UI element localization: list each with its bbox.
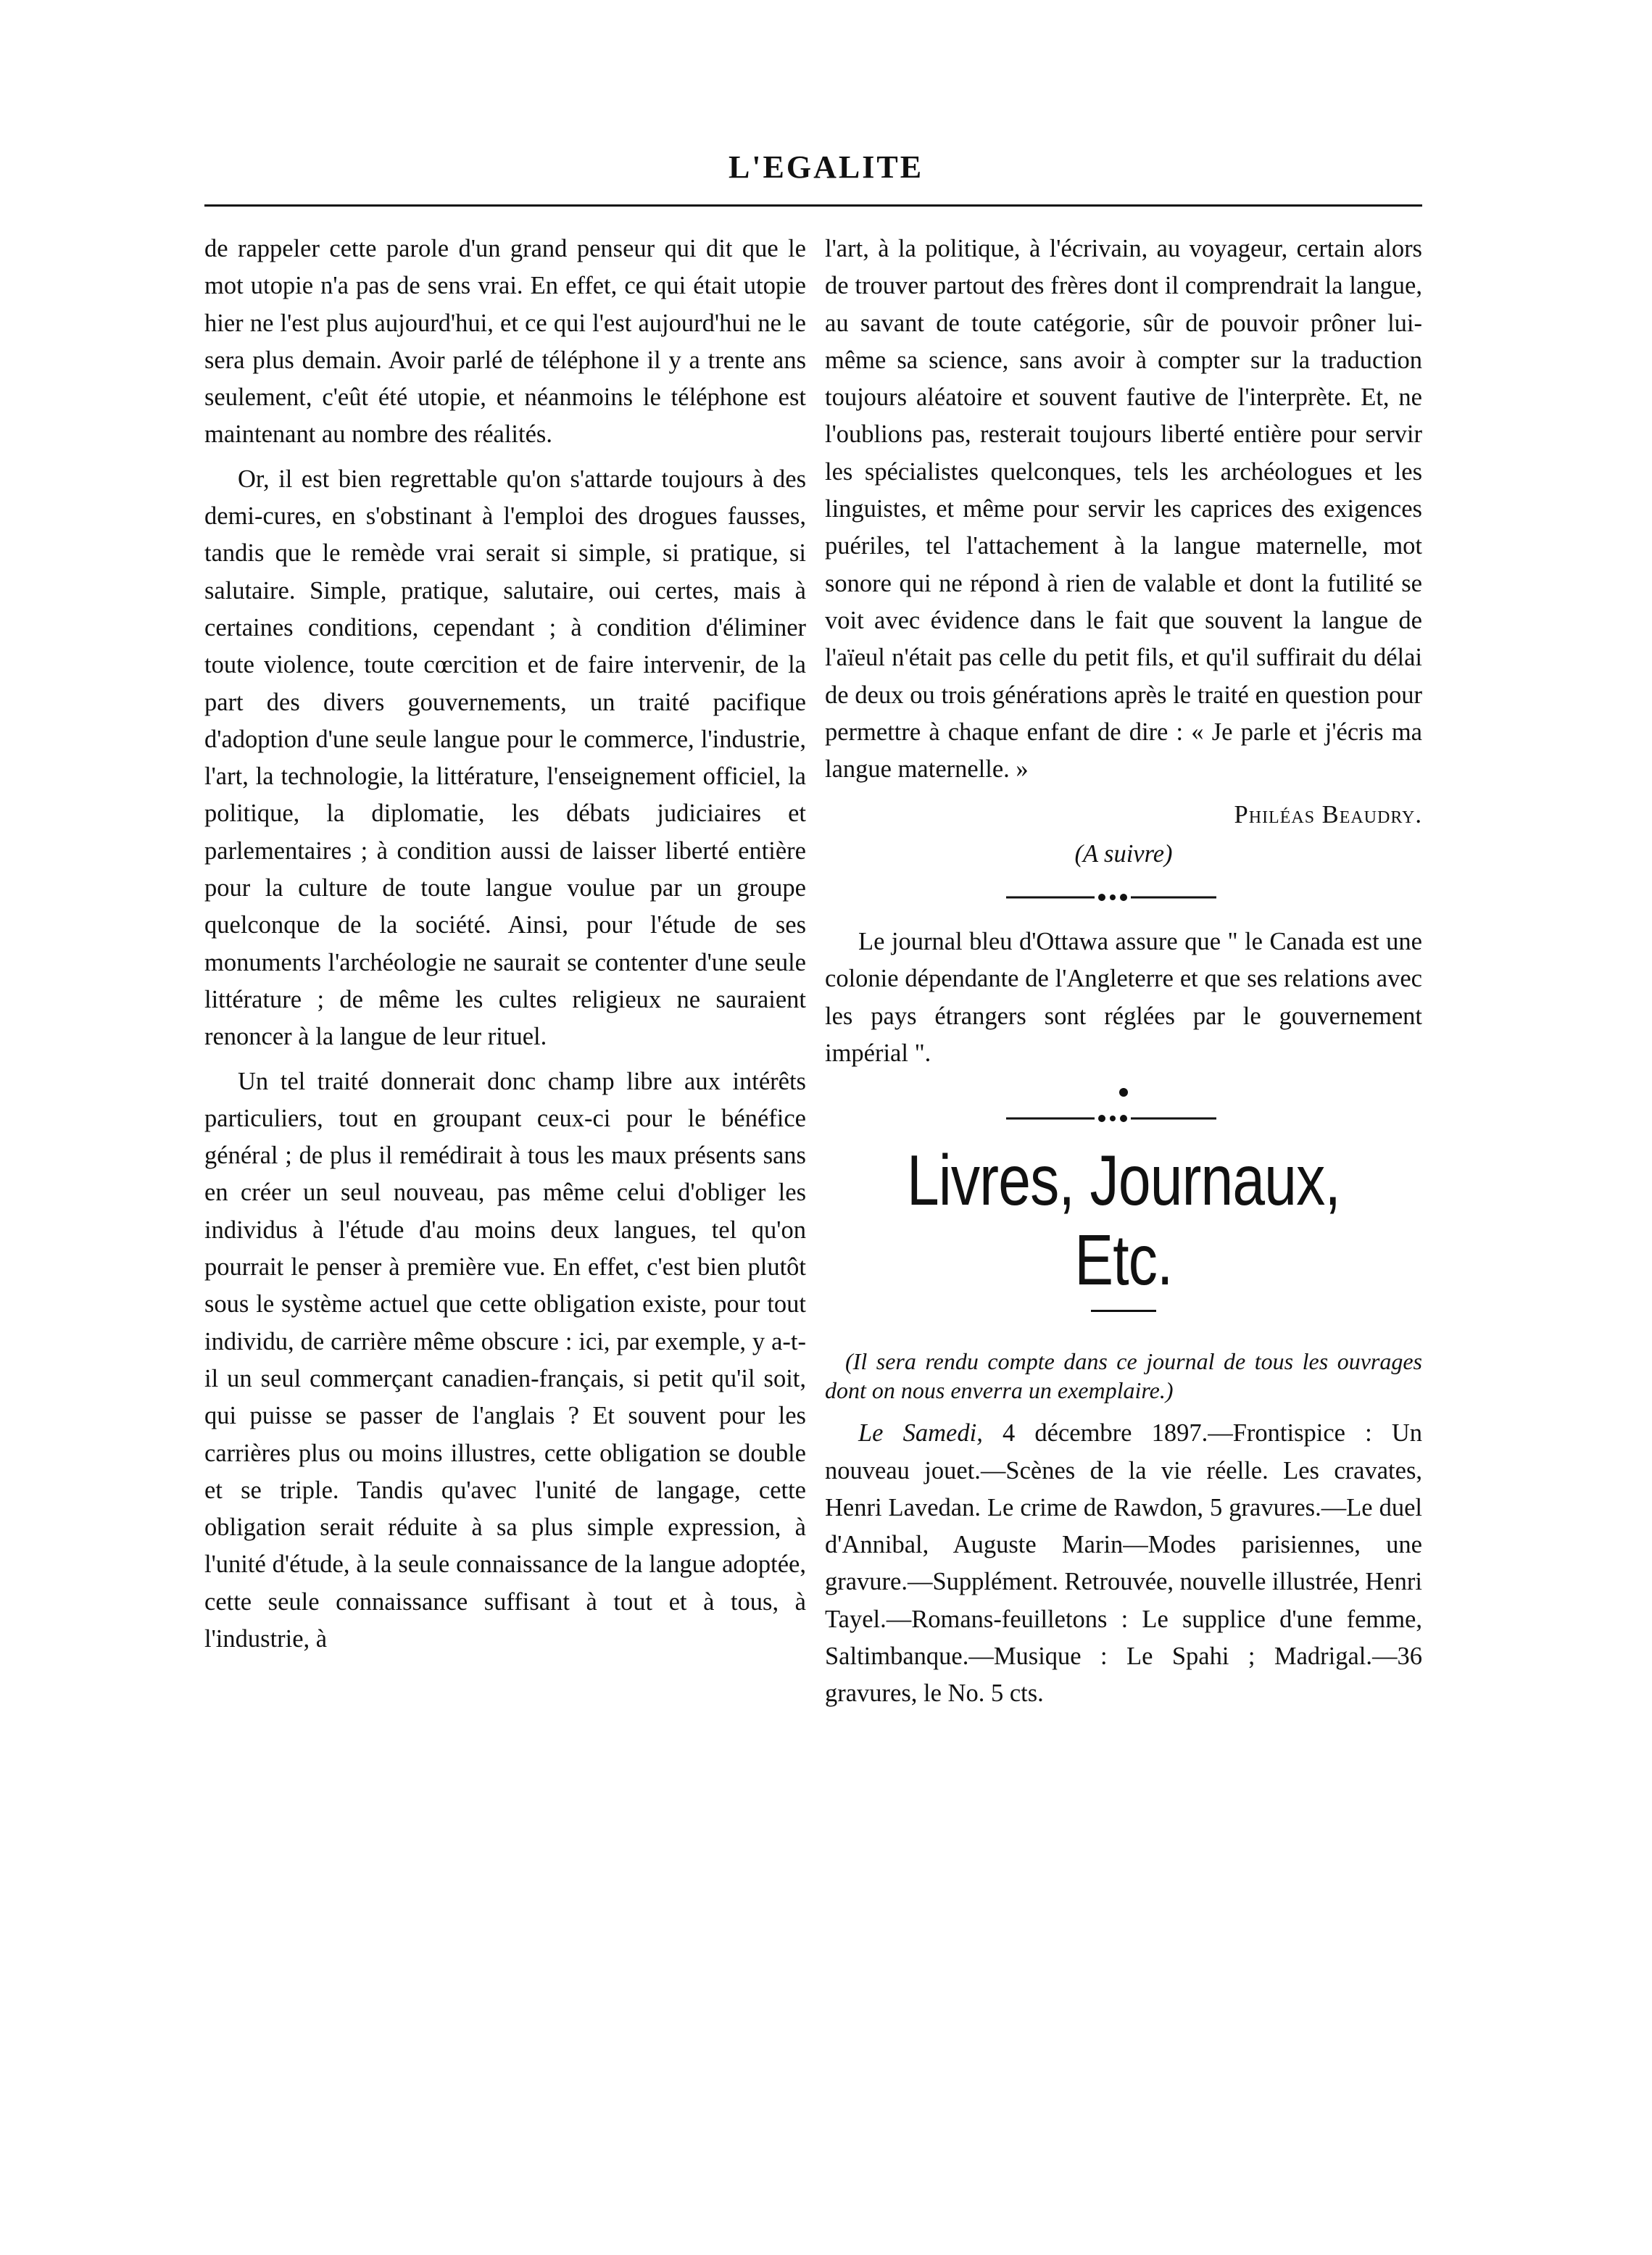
article-paragraph-3: Un tel traité donnerait donc champ libre aux intérêts particuliers, tout en groupant ceux-ci pour le bénéfice général ; de plus il remédirait à tous les maux présents sans en créer un seul nouveau, pas même celui d'obliger les individus à l'étude d'au moins deux langues, tel qu'on pourrait le penser à première vue. En effet, c'est bien plutôt sous le système actuel que cette obligation existe, pour tout individu, de carrière même obscure : ici, par exemple, y a-t-il un seul commerçant canadien-français, si petit qu'il soit, qui puisse se passer de l'anglais ? Et souvent pour les carrières plus ou moins illustres, cette obligation se double et se triple. Tandis qu'avec l'unité de langage, cette obligation serait réduite à sa plus simple expression, à l'unité d'étude, à la seule connaissance de la langue adoptée, cette seule connaissance suffisant à tout et à tous, à l'industrie, à — [204, 1067, 806, 1653]
article-continuation: l'art, à la politique, à l'écrivain, au voyageur, certain alors de trouver partout des frères dont il comprendrait la langue, au savant de toute catégorie, sûr de pouvoir prôner lui-même sa science, sans avoir à compter sur la traduction toujours aléatoire et souvent fautive de l'interprète. Et, ne l'oublions pas, resterait toujours liberté entière pour servir les spécialistes quelconques, tels les archéologues et les linguistes, et même pour servir les caprices des exigences puériles, tel l'attachement à la langue maternelle, mot sonore qui ne répond à rien de valable et dont la futilité se voit avec évidence dans le fait que souvent la langue de l'aïeul n'était pas celle du petit fils, et qu'il suffirait du délai de deux ou trois générations après le traité en question pour permettre à chaque enfant de dire : « Je parle et j'écris ma langue maternelle. » — [825, 235, 1422, 784]
article-paragraph-1: de rappeler cette parole d'un grand penseur qui dit que le mot utopie n'a pas de sens vrai. En effet, ce qui était utopie hier ne l'est plus aujourd'hui, et ce qui l'est aujourd'hui ne le sera plus demain. Avoir parlé de téléphone il y a trente ans seulement, c'eût été utopie, et néanmoins le téléphone est maintenant au nombre des réalités. — [204, 235, 806, 449]
heading-rule — [1091, 1310, 1156, 1312]
review-text: 4 décembre 1897.—Frontispice : Un nouveau jouet.—Scènes de la vie réelle. Les cravates, Henri Lavedan. Le crime de Rawdon, 5 gravures.—Le duel d'Annibal, Auguste Marin—Modes parisiennes, une gravure.—Supplément. Retrouvée, nouvelle illustrée, Henri Tayel.—Romans-feuilletons : Le supplice d'une femme, Saltimbanque.—Musique : Le Spahi ; Madrigal.—36 gravures, le No. 5 cts. — [825, 1419, 1423, 1708]
review-title: Le Samedi, — [858, 1419, 983, 1448]
news-item: Le journal bleu d'Ottawa assure que " le Canada est une colonie dépendante de l'Angleterre et que ses relations avec les pays étrangers sont réglées par le gouvernement impérial ". — [825, 928, 1422, 1067]
article-paragraph-2: Or, il est bien regrettable qu'on s'attarde toujours à des demi-cures, en s'obstinant à l'emploi des drogues fausses, tandis que le remède vrai serait si simple, si pratique, si salutaire. Simple, pratique, salutaire, oui certes, mais à certaines conditions, cependant ; à condition d'éliminer toute violence, toute cœrcition et de faire intervenir, de la part des divers gouvernements, un traité pacifique d'adoption d'une seule langue pour le commerce, l'industrie, l'art, la technologie, la littérature, l'enseignement officiel, la politique, la diplomatie, les débats judiciaires et parlementaires ; à condition aussi de laisser liberté entière pour la culture de toute langue voulue par un groupe quelconque de la société. Ainsi, pour l'étude de ses monuments l'archéologie ne saurait se contenter d'une seule littérature ; de même les cultes religieux ne sauraient renoncer à la langue de leur rituel. — [204, 465, 806, 1051]
header-rule — [204, 204, 1422, 207]
review-entry — [825, 1415, 1422, 1712]
page-title: L'EGALITE — [728, 149, 924, 185]
left-column — [204, 231, 806, 1665]
section-heading: Livres, Journaux, Etc. — [907, 1140, 1340, 1300]
author-signature: Philéas Beaudry. — [1234, 801, 1422, 829]
right-column — [825, 231, 1422, 1720]
ornament-divider-2 — [825, 1079, 1422, 1137]
editorial-note: (Il sera rendu compte dans ce journal de tous les ouvrages dont on nous enverra un exemplaire.) — [825, 1348, 1422, 1404]
to-be-continued-note: (A suivre) — [1074, 839, 1173, 868]
ornament-divider-1 — [825, 873, 1422, 916]
